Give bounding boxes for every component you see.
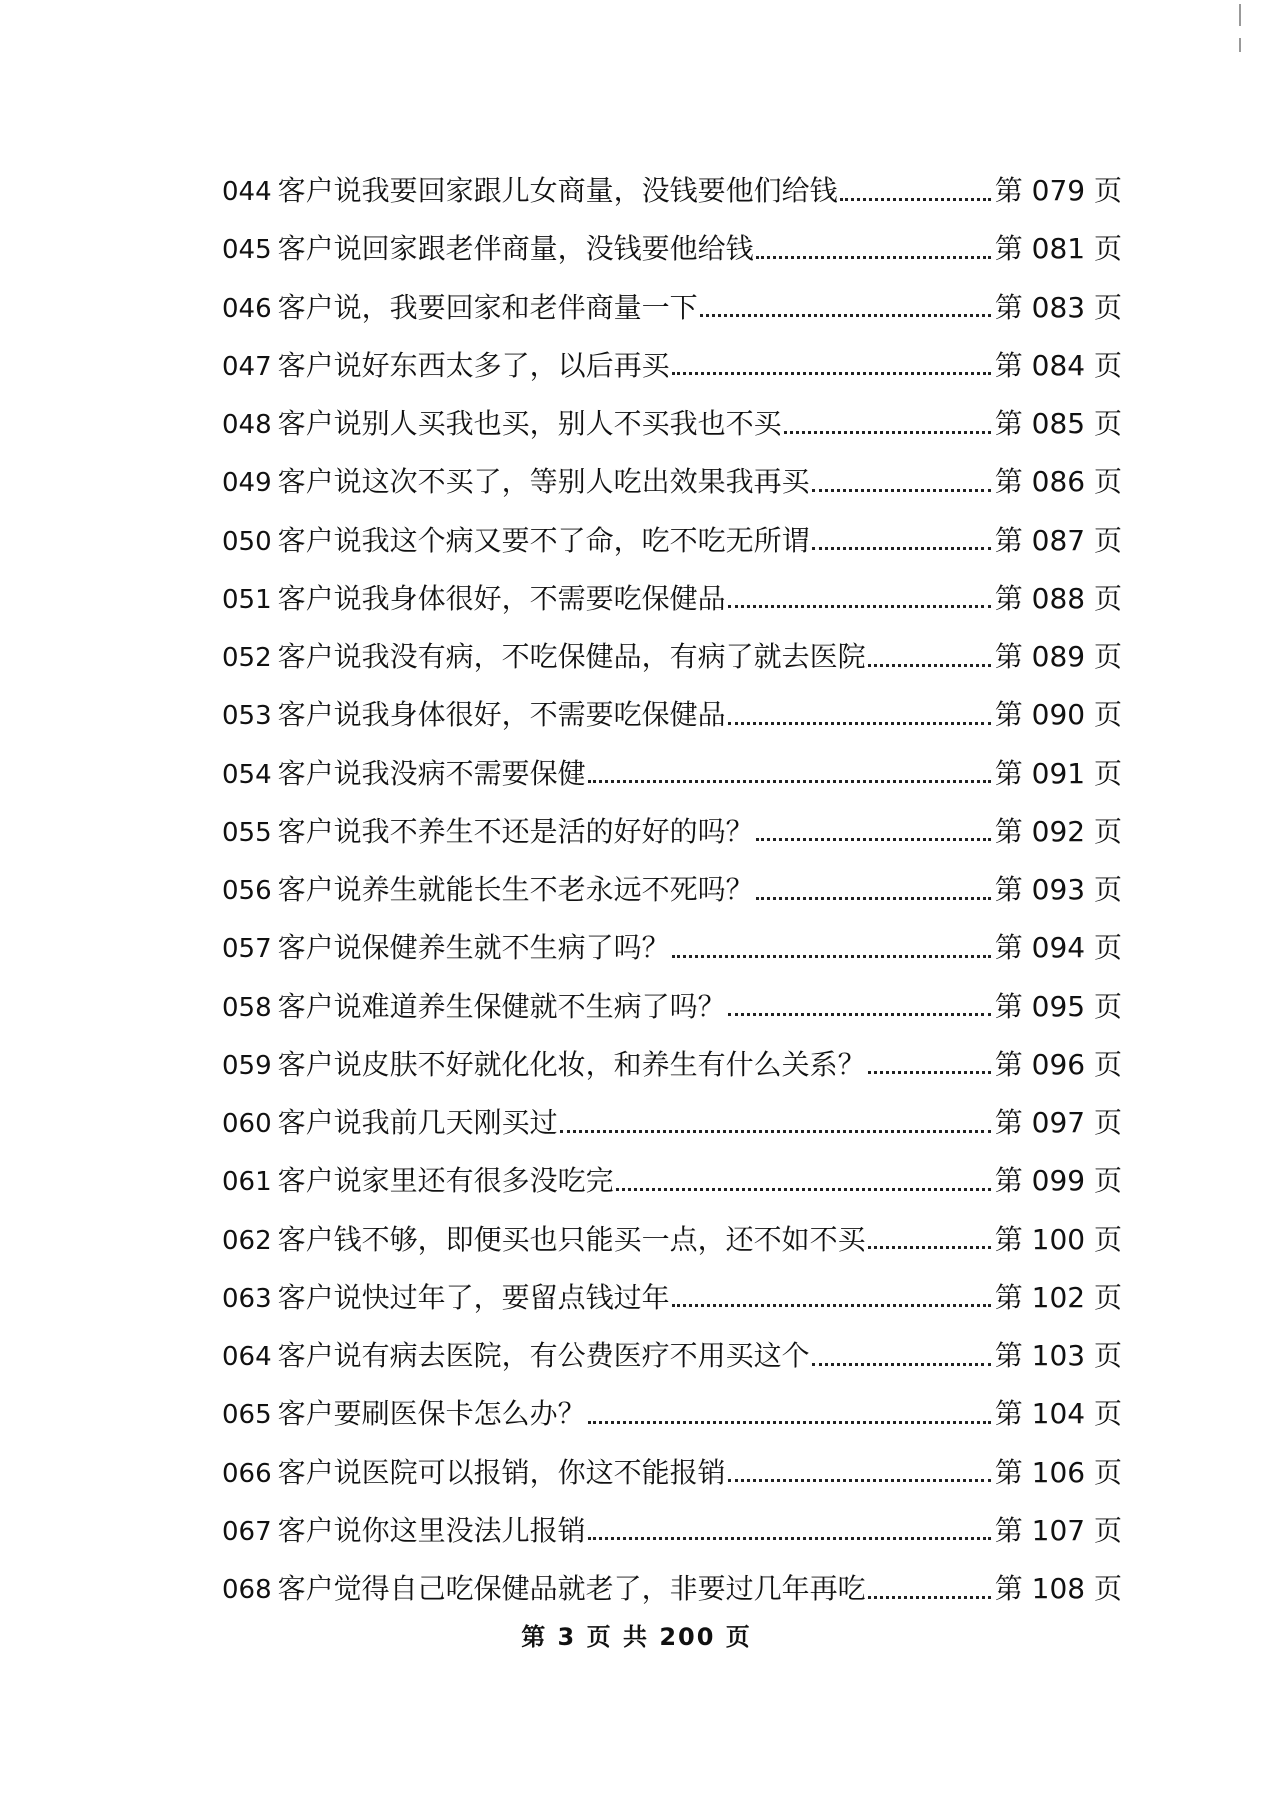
toc-entry-title: 客户说回家跟老伴商量，没钱要他给钱 bbox=[277, 232, 754, 266]
toc-entry bbox=[222, 279, 1122, 337]
toc-entry-page: 第 079 页 bbox=[994, 174, 1122, 207]
toc-entry-number: 044 bbox=[222, 177, 272, 207]
toc-dot-leader bbox=[868, 1246, 991, 1249]
toc-dot-leader bbox=[700, 314, 991, 317]
toc-entry-title: 客户说医院可以报销，你这不能报销 bbox=[277, 1455, 726, 1489]
toc-entry bbox=[222, 1385, 1122, 1443]
toc-entry bbox=[222, 337, 1122, 395]
toc-entry-title: 客户说别人买我也买，别人不买我也不买 bbox=[277, 407, 782, 440]
toc-entry bbox=[222, 512, 1122, 570]
toc-dot-leader bbox=[784, 431, 991, 434]
toc-entry-title: 客户说快过年了，要留点钱过年 bbox=[277, 1280, 670, 1314]
toc-dot-leader bbox=[812, 547, 991, 550]
toc-entry bbox=[222, 1269, 1122, 1327]
toc-entry-title: 客户说我这个病又要不了命，吃不吃无所谓 bbox=[277, 523, 810, 557]
toc-entry-title: 客户说我不养生不还是活的好好的吗？ bbox=[277, 814, 754, 848]
toc-entry-title: 客户说我没病不需要保健 bbox=[277, 756, 586, 790]
toc-entry bbox=[222, 628, 1122, 686]
toc-entry-number: 058 bbox=[222, 992, 272, 1023]
toc-entry bbox=[222, 220, 1122, 278]
toc-entry-number: 050 bbox=[222, 526, 272, 557]
toc-entry-number: 067 bbox=[222, 1516, 272, 1547]
toc-entry-title: 客户说好东西太多了，以后再买 bbox=[277, 348, 670, 382]
scan-edge-mark bbox=[1239, 4, 1241, 26]
toc-entry-title: 客户要刷医保卡怎么办？ bbox=[277, 1397, 586, 1431]
toc-entry bbox=[222, 745, 1122, 803]
toc-entry-title: 客户说有病去医院，有公费医疗不用买这个 bbox=[277, 1339, 810, 1372]
toc-entry-title: 客户说我前几天刚买过 bbox=[277, 1106, 558, 1139]
toc-dot-leader bbox=[588, 780, 991, 783]
toc-dot-leader bbox=[728, 605, 991, 608]
toc-entry-number: 059 bbox=[222, 1050, 272, 1081]
toc-dot-leader bbox=[728, 1013, 991, 1016]
toc-dot-leader bbox=[672, 1304, 991, 1307]
toc-entry-page: 第 103 页 bbox=[994, 1339, 1122, 1372]
toc-entry-page: 第 104 页 bbox=[994, 1397, 1122, 1431]
toc-entry-page: 第 089 页 bbox=[994, 640, 1122, 673]
toc-entry bbox=[222, 978, 1122, 1036]
toc-entry-title: 客户说这次不买了，等别人吃出效果我再买 bbox=[277, 465, 810, 499]
toc-entry-page: 第 100 页 bbox=[994, 1222, 1122, 1256]
toc-entry-page: 第 095 页 bbox=[994, 989, 1122, 1023]
toc-entry-number: 057 bbox=[222, 934, 272, 965]
toc-entry-title: 客户说保健养生就不生病了吗？ bbox=[277, 931, 670, 965]
toc-entry bbox=[222, 1211, 1122, 1269]
toc-entry-number: 051 bbox=[222, 584, 272, 615]
toc-entry-page: 第 088 页 bbox=[994, 581, 1122, 615]
toc-dot-leader bbox=[672, 955, 991, 958]
toc-entry-number: 061 bbox=[222, 1167, 272, 1198]
toc-entry-page: 第 083 页 bbox=[994, 290, 1122, 324]
toc-entry bbox=[222, 1502, 1122, 1560]
toc-entry-title: 客户觉得自己吃保健品就老了，非要过几年再吃 bbox=[277, 1572, 866, 1605]
toc-entry-page: 第 090 页 bbox=[994, 698, 1122, 732]
toc-entry-number: 052 bbox=[222, 643, 272, 673]
page-footer: 第 3 页 共 200 页 bbox=[521, 1623, 752, 1651]
toc-dot-leader bbox=[812, 489, 991, 492]
toc-dot-leader bbox=[560, 1130, 991, 1133]
toc-entry-number: 053 bbox=[222, 701, 272, 732]
toc-dot-leader bbox=[868, 664, 991, 667]
toc-dot-leader bbox=[728, 722, 991, 725]
toc-entry-number: 045 bbox=[222, 235, 272, 266]
toc-entry-number: 062 bbox=[222, 1225, 272, 1256]
toc-entry-title: 客户说，我要回家和老伴商量一下 bbox=[277, 290, 698, 324]
toc-entry-page: 第 092 页 bbox=[994, 814, 1122, 848]
toc-entry-page: 第 085 页 bbox=[994, 407, 1122, 440]
toc-entry-number: 047 bbox=[222, 351, 272, 382]
toc-entry-title: 客户说我要回家跟儿女商量，没钱要他们给钱 bbox=[277, 174, 838, 207]
toc-entry-number: 065 bbox=[222, 1400, 272, 1431]
toc-entry-page: 第 094 页 bbox=[994, 931, 1122, 965]
toc-dot-leader bbox=[868, 1071, 991, 1074]
toc-entry bbox=[222, 570, 1122, 628]
toc-entry bbox=[222, 395, 1122, 453]
toc-entry-page: 第 093 页 bbox=[994, 873, 1122, 906]
toc-dot-leader bbox=[588, 1537, 991, 1540]
toc-entry-number: 055 bbox=[222, 817, 272, 848]
toc-entry bbox=[222, 1036, 1122, 1094]
table-of-contents bbox=[222, 162, 1122, 1618]
toc-entry-number: 063 bbox=[222, 1283, 272, 1314]
toc-entry bbox=[222, 1444, 1122, 1502]
toc-dot-leader bbox=[756, 838, 991, 841]
toc-dot-leader bbox=[728, 1479, 991, 1482]
toc-entry bbox=[222, 162, 1122, 220]
toc-entry-title: 客户说你这里没法儿报销 bbox=[277, 1513, 586, 1547]
toc-dot-leader bbox=[616, 1188, 991, 1191]
toc-entry-page: 第 107 页 bbox=[994, 1513, 1122, 1547]
toc-entry bbox=[222, 453, 1122, 511]
toc-entry-number: 054 bbox=[222, 759, 272, 790]
toc-entry-number: 066 bbox=[222, 1458, 272, 1489]
toc-entry-title: 客户说皮肤不好就化化妆，和养生有什么关系？ bbox=[277, 1047, 866, 1081]
toc-entry-number: 068 bbox=[222, 1575, 272, 1605]
toc-entry-page: 第 084 页 bbox=[994, 348, 1122, 382]
toc-entry-number: 056 bbox=[222, 876, 272, 906]
toc-entry-number: 046 bbox=[222, 293, 272, 324]
toc-entry-page: 第 108 页 bbox=[994, 1572, 1122, 1605]
toc-entry-title: 客户说难道养生保健就不生病了吗？ bbox=[277, 989, 726, 1023]
toc-dot-leader bbox=[812, 1363, 991, 1366]
toc-entry bbox=[222, 919, 1122, 977]
toc-entry-number: 060 bbox=[222, 1109, 272, 1139]
toc-entry bbox=[222, 803, 1122, 861]
toc-entry bbox=[222, 686, 1122, 744]
toc-dot-leader bbox=[756, 256, 991, 259]
toc-entry-title: 客户说养生就能长生不老永远不死吗？ bbox=[277, 873, 754, 906]
toc-entry-page: 第 097 页 bbox=[994, 1106, 1122, 1139]
toc-entry bbox=[222, 1152, 1122, 1210]
toc-entry-title: 客户说我身体很好，不需要吃保健品 bbox=[277, 581, 726, 615]
toc-entry-title: 客户说我没有病，不吃保健品，有病了就去医院 bbox=[277, 640, 866, 673]
toc-entry bbox=[222, 1560, 1122, 1618]
toc-dot-leader bbox=[756, 897, 991, 900]
scan-edge-mark bbox=[1239, 38, 1241, 52]
toc-dot-leader bbox=[868, 1596, 991, 1599]
toc-entry-page: 第 106 页 bbox=[994, 1455, 1122, 1489]
toc-entry-page: 第 099 页 bbox=[994, 1164, 1122, 1198]
toc-entry bbox=[222, 861, 1122, 919]
toc-entry-page: 第 102 页 bbox=[994, 1280, 1122, 1314]
toc-dot-leader bbox=[588, 1421, 991, 1424]
toc-entry-number: 049 bbox=[222, 468, 272, 499]
toc-entry-page: 第 086 页 bbox=[994, 465, 1122, 499]
toc-entry-title: 客户说我身体很好，不需要吃保健品 bbox=[277, 698, 726, 732]
toc-entry-title: 客户说家里还有很多没吃完 bbox=[277, 1164, 614, 1198]
toc-dot-leader bbox=[672, 372, 991, 375]
toc-entry-page: 第 096 页 bbox=[994, 1047, 1122, 1081]
toc-entry-number: 048 bbox=[222, 410, 272, 440]
toc-entry-page: 第 091 页 bbox=[994, 756, 1122, 790]
toc-dot-leader bbox=[840, 198, 991, 201]
toc-entry bbox=[222, 1094, 1122, 1152]
toc-entry-page: 第 081 页 bbox=[994, 232, 1122, 266]
toc-entry-title: 客户钱不够，即便买也只能买一点，还不如不买 bbox=[277, 1222, 866, 1256]
toc-entry-number: 064 bbox=[222, 1342, 272, 1372]
toc-entry bbox=[222, 1327, 1122, 1385]
toc-entry-page: 第 087 页 bbox=[994, 523, 1122, 557]
